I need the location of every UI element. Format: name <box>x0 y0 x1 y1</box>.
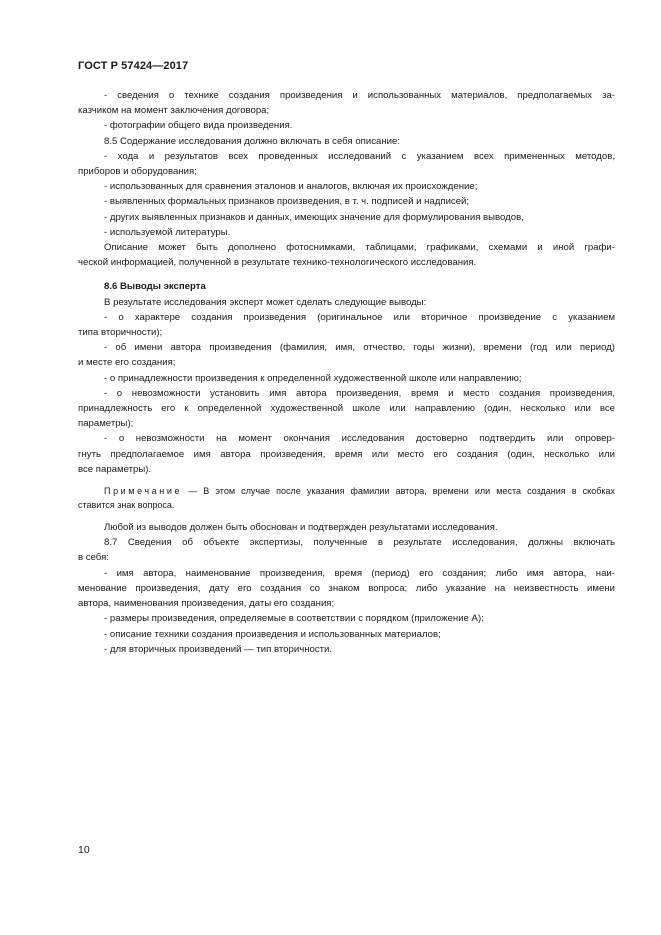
text-line: - хода и результатов всех проведенных исследований с указанием всех примененных методов, <box>104 150 615 162</box>
content-block-conclusions <box>78 295 615 477</box>
text-line: принадлежность его к определенной художественной школе или направлению (один, несколько или все <box>78 403 615 415</box>
text-line: типа вторичности); <box>78 327 163 339</box>
text-line: и месте его создания; <box>78 357 176 369</box>
section-heading: 8.6 Выводы эксперта <box>104 281 206 293</box>
text-line: - размеры произведения, определяемые в соответствии с порядком (приложение А); <box>104 613 484 625</box>
document-body <box>78 88 615 657</box>
text-line: 8.7 Сведения об объекте экспертизы, полученные в результате исследования, должны включать <box>104 537 615 549</box>
text-line: - выявленных формальных признаков произведения, в т. ч. подписей и надписей; <box>104 196 470 208</box>
content-block-descriptions <box>78 88 615 270</box>
text-line: - использованных для сравнения эталонов и аналогов, включая их происхождение; <box>104 181 478 193</box>
text-line: - имя автора, наименование произведения, время (период) его создания; либо имя автора, наи- <box>104 567 615 579</box>
text-line: - сведения о технике создания произведения и использованных материалов, предполагаемых за- <box>104 90 615 101</box>
text-line: 8.5 Содержание исследования должно включать в себя описание: <box>104 135 400 147</box>
text-line: В результате исследования эксперт может сделать следующие выводы: <box>104 296 427 308</box>
text-line: - для вторичных произведений — тип вторичности. <box>104 643 333 655</box>
text-line: - об имени автора произведения (фамилия, имя, отчество, годы жизни), времени (год или период) <box>104 342 615 354</box>
text-line: приборов и оборудования; <box>78 166 197 178</box>
note-text: — В этом случае после указания фамилии автора, времени или места создания в скобках <box>182 486 615 497</box>
text-line: менование произведения, дату его создания со знаком вопроса; либо указание на неизвестность имени <box>78 582 615 594</box>
text-line: Описание может быть дополнено фотоснимками, таблицами, графиками, схемами и иной графи- <box>104 242 615 254</box>
text-line: параметры); <box>78 418 134 430</box>
text-line: гнуть предполагаемое имя автора произведения, время или место его создания (один, несколько или <box>78 448 615 460</box>
text-line: казчиком на момент заключения договора; <box>78 105 270 117</box>
page-number: 10 <box>78 844 90 856</box>
note-block <box>78 485 615 512</box>
text-line: - описание техники создания произведения и использованных материалов; <box>104 628 441 640</box>
text-line: - о невозможности установить имя автора произведения, время и место создания произведения, <box>104 387 615 399</box>
note-line-2: ставится знак вопроса. <box>78 499 175 510</box>
text-line: ческой информацией, полученной в результате технико-технологического исследования. <box>78 257 477 269</box>
note-line-1 <box>78 485 615 499</box>
text-line: в себя: <box>78 552 109 564</box>
text-line: - фотографии общего вида произведения. <box>104 120 293 132</box>
text-line: все параметры). <box>78 463 152 475</box>
text-line: - о невозможности на момент окончания исследования достоверно подтвердить или опровер- <box>104 433 615 445</box>
note-label: Примечание <box>104 486 183 497</box>
standard-designation: ГОСТ Р 57424—2017 <box>78 60 189 72</box>
text-line: - о принадлежности произведения к определенной художественной школе или направлению; <box>104 372 522 384</box>
text-line: автора, наименования произведения, даты его создания; <box>78 598 335 610</box>
text-line: - о характере создания произведения (оригинальное или вторичное произведение с указанием <box>104 311 615 323</box>
text-line: - используемой литературы. <box>104 226 231 238</box>
content-block-object-info <box>78 520 615 657</box>
text-line: Любой из выводов должен быть обоснован и подтвержден результатами исследования. <box>104 522 498 534</box>
text-line: - других выявленных признаков и данных, имеющих значение для формулирования выводов, <box>104 211 524 223</box>
